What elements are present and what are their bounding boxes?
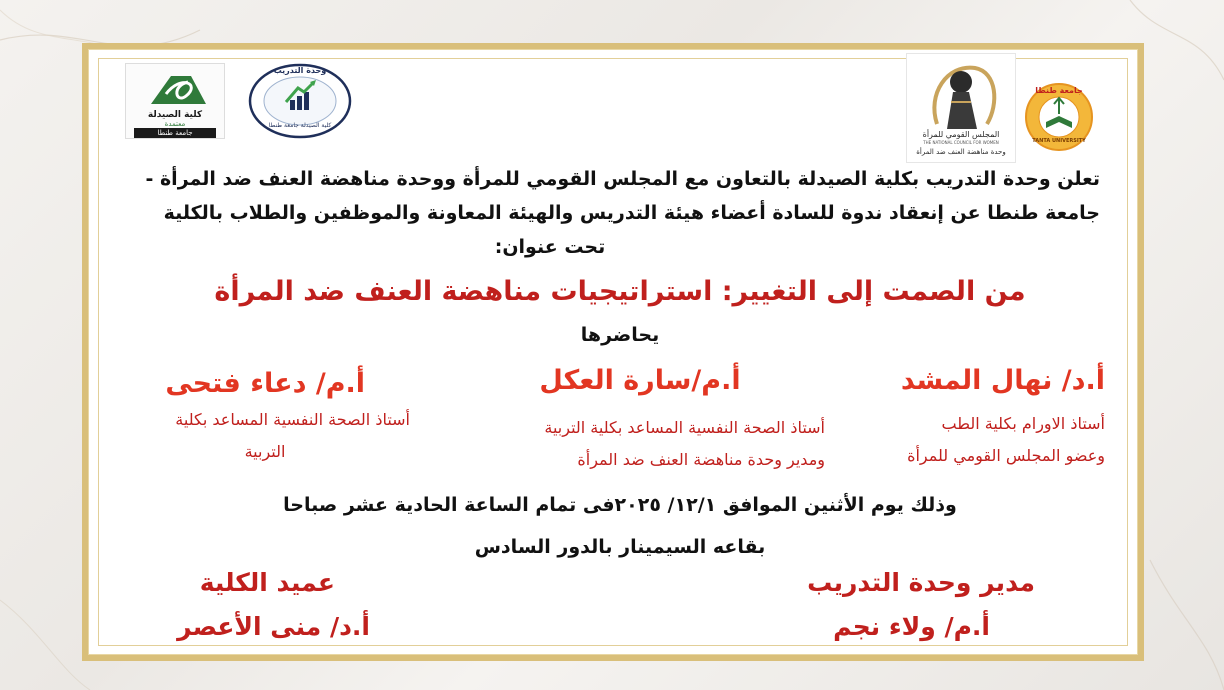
announcement-line-2: جامعة طنطا عن إنعقاد ندوة للسادة أعضاء هيئة التدريس والهيئة المعاونة والموظفين والطلاب بالكلية [163,202,1100,224]
seminar-title: من الصمت إلى التغيير: استراتيجيات مناهضة العنف ضد المرأة [214,276,1026,307]
training-unit-logo-top: وحدة التدريب [273,66,327,75]
council-logo-line3: وحدة مناهضة العنف ضد المرأة [916,148,1006,156]
training-unit-logo-bottom: كلية الصيدلة جامعة طنطا [268,122,332,129]
speaker-2-name: أ.م/سارة العكل [539,365,741,396]
training-unit-logo [246,62,354,140]
event-place-line: بقاعه السيمينار بالدور السادس [474,536,766,558]
speaker-3-role-line2: التربية [244,442,286,461]
under-title-label: تحت عنوان: [494,236,606,258]
tanta-university-logo [1024,82,1094,152]
pharmacy-faculty-logo [125,63,225,139]
council-logo-line2: THE NATIONAL COUNCIL FOR WOMEN [923,140,999,145]
dean-title: عميد الكلية [199,568,335,597]
council-logo-line1: المجلس القومي للمرأة [922,130,1000,139]
speaker-1-role-line2: وعضو المجلس القومي للمرأة [907,446,1105,465]
training-director-name: أ.م/ ولاء نجم [833,612,990,641]
tanta-logo-bottom: TANTA UNIVERSITY [1032,138,1086,144]
event-date-line: وذلك يوم الأثنين الموافق ١٢/١/ ٢٠٢٥فى تمام الساعة الحادية عشر صباحا [283,494,957,516]
lecturers-heading: يحاضرها [580,324,660,346]
pharmacy-emblem-icon [126,64,224,114]
speaker-2-role-line1: أستاذ الصحة النفسية المساعد بكلية التربية [544,418,825,437]
speaker-1-role-line1: أستاذ الاورام بكلية الطب [941,414,1105,433]
training-director-title: مدير وحدة التدريب [807,568,1035,597]
speaker-3-role-line1: أستاذ الصحة النفسية المساعد بكلية [175,410,410,429]
tanta-logo-top: جامعة طنطا [1035,86,1083,95]
speaker-2-role-line2: ومدير وحدة مناهضة العنف ضد المرأة [577,450,825,469]
dean-name: أ.د/ منى الأعصر [177,612,370,641]
pharmacy-logo-line1: كلية الصيدلة [147,110,203,120]
pharmacy-logo-line3: جامعة طنطا [134,128,216,138]
national-council-women-logo [906,53,1016,163]
speaker-1-name: أ.د/ نهال المشد [900,365,1105,396]
announcement-line-1: تعلن وحدة التدريب بكلية الصيدلة بالتعاون مع المجلس القومي للمرأة ووحدة مناهضة العنف ضد المرأة - [145,168,1100,190]
council-emblem-icon [907,54,1015,134]
pharmacy-logo-line2: معتمدة [164,120,186,128]
speaker-3-name: أ.م/ دعاء فتحى [165,368,365,399]
